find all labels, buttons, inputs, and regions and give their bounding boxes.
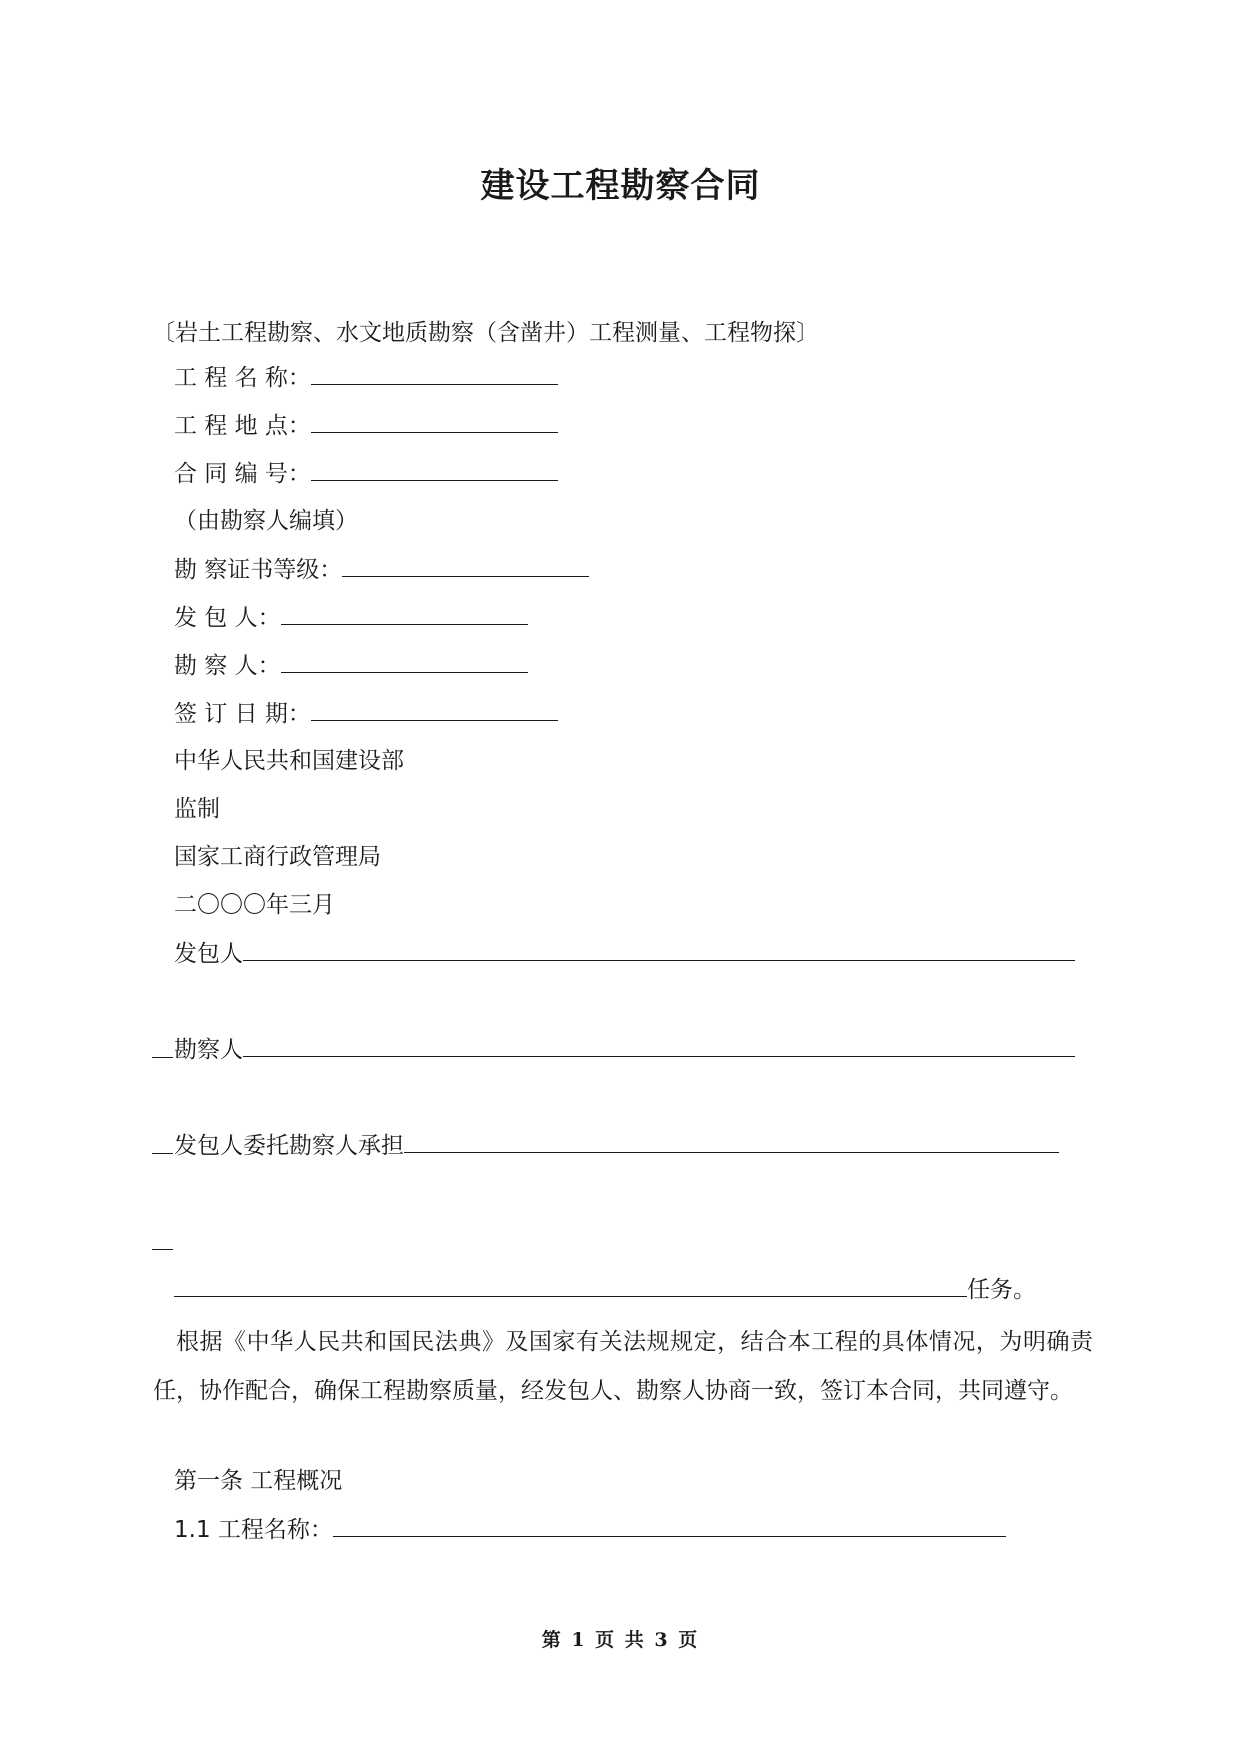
cert-level-label: 勘 察证书等级： [174,557,343,583]
contract-no-blank[interactable] [311,458,558,481]
sign-date-label: 签 订 日 期： [174,701,311,727]
party-employer-label: 发包人 [174,941,243,967]
article1-item-1-1-label: 1.1 工程名称： [174,1517,333,1543]
employer-blank[interactable] [281,602,528,625]
surveyor-label: 勘 察 人： [174,653,281,679]
project-name-row [174,362,558,393]
party-employer-row [174,938,1075,969]
task-row [174,1274,1036,1305]
issue-date: 二〇〇〇年三月 [174,892,335,918]
project-location-blank[interactable] [311,410,558,433]
surveyor-row [174,650,528,681]
surveyor-blank[interactable] [281,650,528,673]
cert-level-row [174,554,589,585]
contract-no-label: 合 同 编 号： [174,461,311,487]
entrust-label: 发包人委托勘察人承担 [174,1133,404,1159]
entrust-blank-tail [152,1249,173,1250]
note-line: （由勘察人编填） [174,508,358,534]
article1-heading: 第一条 工程概况 [174,1468,343,1494]
page-footer: 第 1 页 共 3 页 [541,1629,700,1651]
contract-no-row [174,458,558,489]
task-suffix: 任务。 [967,1277,1036,1303]
party-surveyor-label: 勘察人 [174,1037,243,1063]
party-surveyor-blank[interactable] [243,1034,1075,1057]
article1-item-1-1-blank[interactable] [333,1514,1006,1537]
issuer-supervise: 监制 [174,796,220,822]
party-surveyor-row [174,1034,1075,1065]
project-location-row [174,410,558,441]
employer-row [174,602,528,633]
task-blank[interactable] [174,1274,967,1297]
entrust-row [174,1130,1059,1161]
sign-date-row [174,698,558,729]
article1-item-1-1-row [174,1514,1006,1545]
party-employer-blank-tail [152,1057,173,1058]
party-employer-blank[interactable] [243,938,1075,961]
employer-label: 发 包 人： [174,605,281,631]
issuer-ministry: 中华人民共和国建设部 [174,748,404,774]
preamble-paragraph: 根据《中华人民共和国民法典》及国家有关法规规定，结合本工程的具体情况，为明确责任，协作配合，确保工程勘察质量，经发包人、勘察人协商一致，签订本合同，共同遵守。 [153,1329,1093,1404]
document-title: 建设工程勘察合同 [480,166,761,206]
sign-date-blank[interactable] [311,698,558,721]
scope-line: 〔岩土工程勘察、水文地质勘察（含凿井）工程测量、工程物探〕 [152,320,819,346]
party-surveyor-blank-tail [152,1153,173,1154]
cert-level-blank[interactable] [342,554,589,577]
project-name-blank[interactable] [311,362,558,385]
project-location-label: 工 程 地 点： [174,413,311,439]
entrust-blank[interactable] [404,1130,1059,1153]
issuer-bureau: 国家工商行政管理局 [174,844,381,870]
project-name-label: 工 程 名 称： [174,365,311,391]
